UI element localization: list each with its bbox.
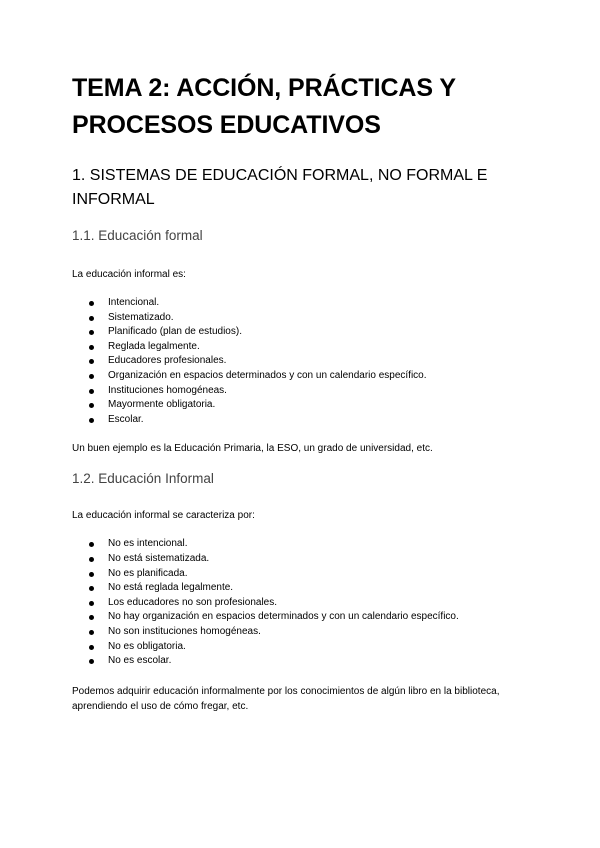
list-item: Reglada legalmente. xyxy=(72,340,532,355)
document-title: TEMA 2: ACCIÓN, PRÁCTICAS Y PROCESOS EDUCATIVOS xyxy=(72,74,456,139)
list-item: No está reglada legalmente. xyxy=(72,581,532,596)
bullet-icon xyxy=(89,659,94,664)
bullet-icon xyxy=(89,601,94,606)
bullet-icon xyxy=(89,418,94,423)
bullet-icon xyxy=(89,403,94,408)
list-item: No está sistematizada. xyxy=(72,552,532,567)
formal-intro: La educación informal es: xyxy=(72,269,186,280)
bullet-icon xyxy=(89,374,94,379)
bullet-icon xyxy=(89,330,94,335)
list-item: Los educadores no son profesionales. xyxy=(72,596,532,611)
bullet-icon xyxy=(89,345,94,350)
list-item: Sistematizado. xyxy=(72,311,532,326)
bullet-icon xyxy=(89,572,94,577)
list-item: No es escolar. xyxy=(72,654,532,669)
bullet-icon xyxy=(89,645,94,650)
list-item: Organización en espacios determinados y con un calendario específico. xyxy=(72,369,532,384)
document-page xyxy=(72,70,532,714)
bullet-icon xyxy=(89,359,94,364)
bullet-icon xyxy=(89,586,94,591)
bullet-icon xyxy=(89,316,94,321)
bullet-icon xyxy=(89,301,94,306)
section-heading-sistemas: 1. SISTEMAS DE EDUCACIÓN FORMAL, NO FORMAL E INFORMAL xyxy=(72,167,488,208)
list-item: No son instituciones homogéneas. xyxy=(72,625,532,640)
bullet-icon xyxy=(89,542,94,547)
formal-example: Un buen ejemplo es la Educación Primaria, la ESO, un grado de universidad, etc. xyxy=(72,443,433,455)
informal-example: Podemos adquirir educación informalmente por los conocimientos de algún libro en la biblioteca, aprendiendo el uso de cómo fregar, etc. xyxy=(72,685,500,712)
list-item: Instituciones homogéneas. xyxy=(72,384,532,399)
list-item: Planificado (plan de estudios). xyxy=(72,325,532,340)
list-item: No es planificada. xyxy=(72,567,532,582)
bullet-icon xyxy=(89,557,94,562)
list-item: No es obligatoria. xyxy=(72,640,532,655)
subsection-heading-informal: 1.2. Educación Informal xyxy=(72,471,214,487)
list-item: Intencional. xyxy=(72,296,532,311)
informal-list xyxy=(72,537,532,668)
list-item: No hay organización en espacios determinados y con un calendario específico. xyxy=(72,610,532,625)
formal-list xyxy=(72,296,532,427)
list-item: Mayormente obligatoria. xyxy=(72,398,532,413)
bullet-icon xyxy=(89,630,94,635)
list-item: Escolar. xyxy=(72,413,532,428)
subsection-heading-formal: 1.1. Educación formal xyxy=(72,228,203,243)
list-item: Educadores profesionales. xyxy=(72,354,532,369)
informal-intro: La educación informal se caracteriza por: xyxy=(72,510,255,522)
list-item: No es intencional. xyxy=(72,537,532,552)
bullet-icon xyxy=(89,389,94,394)
bullet-icon xyxy=(89,615,94,620)
